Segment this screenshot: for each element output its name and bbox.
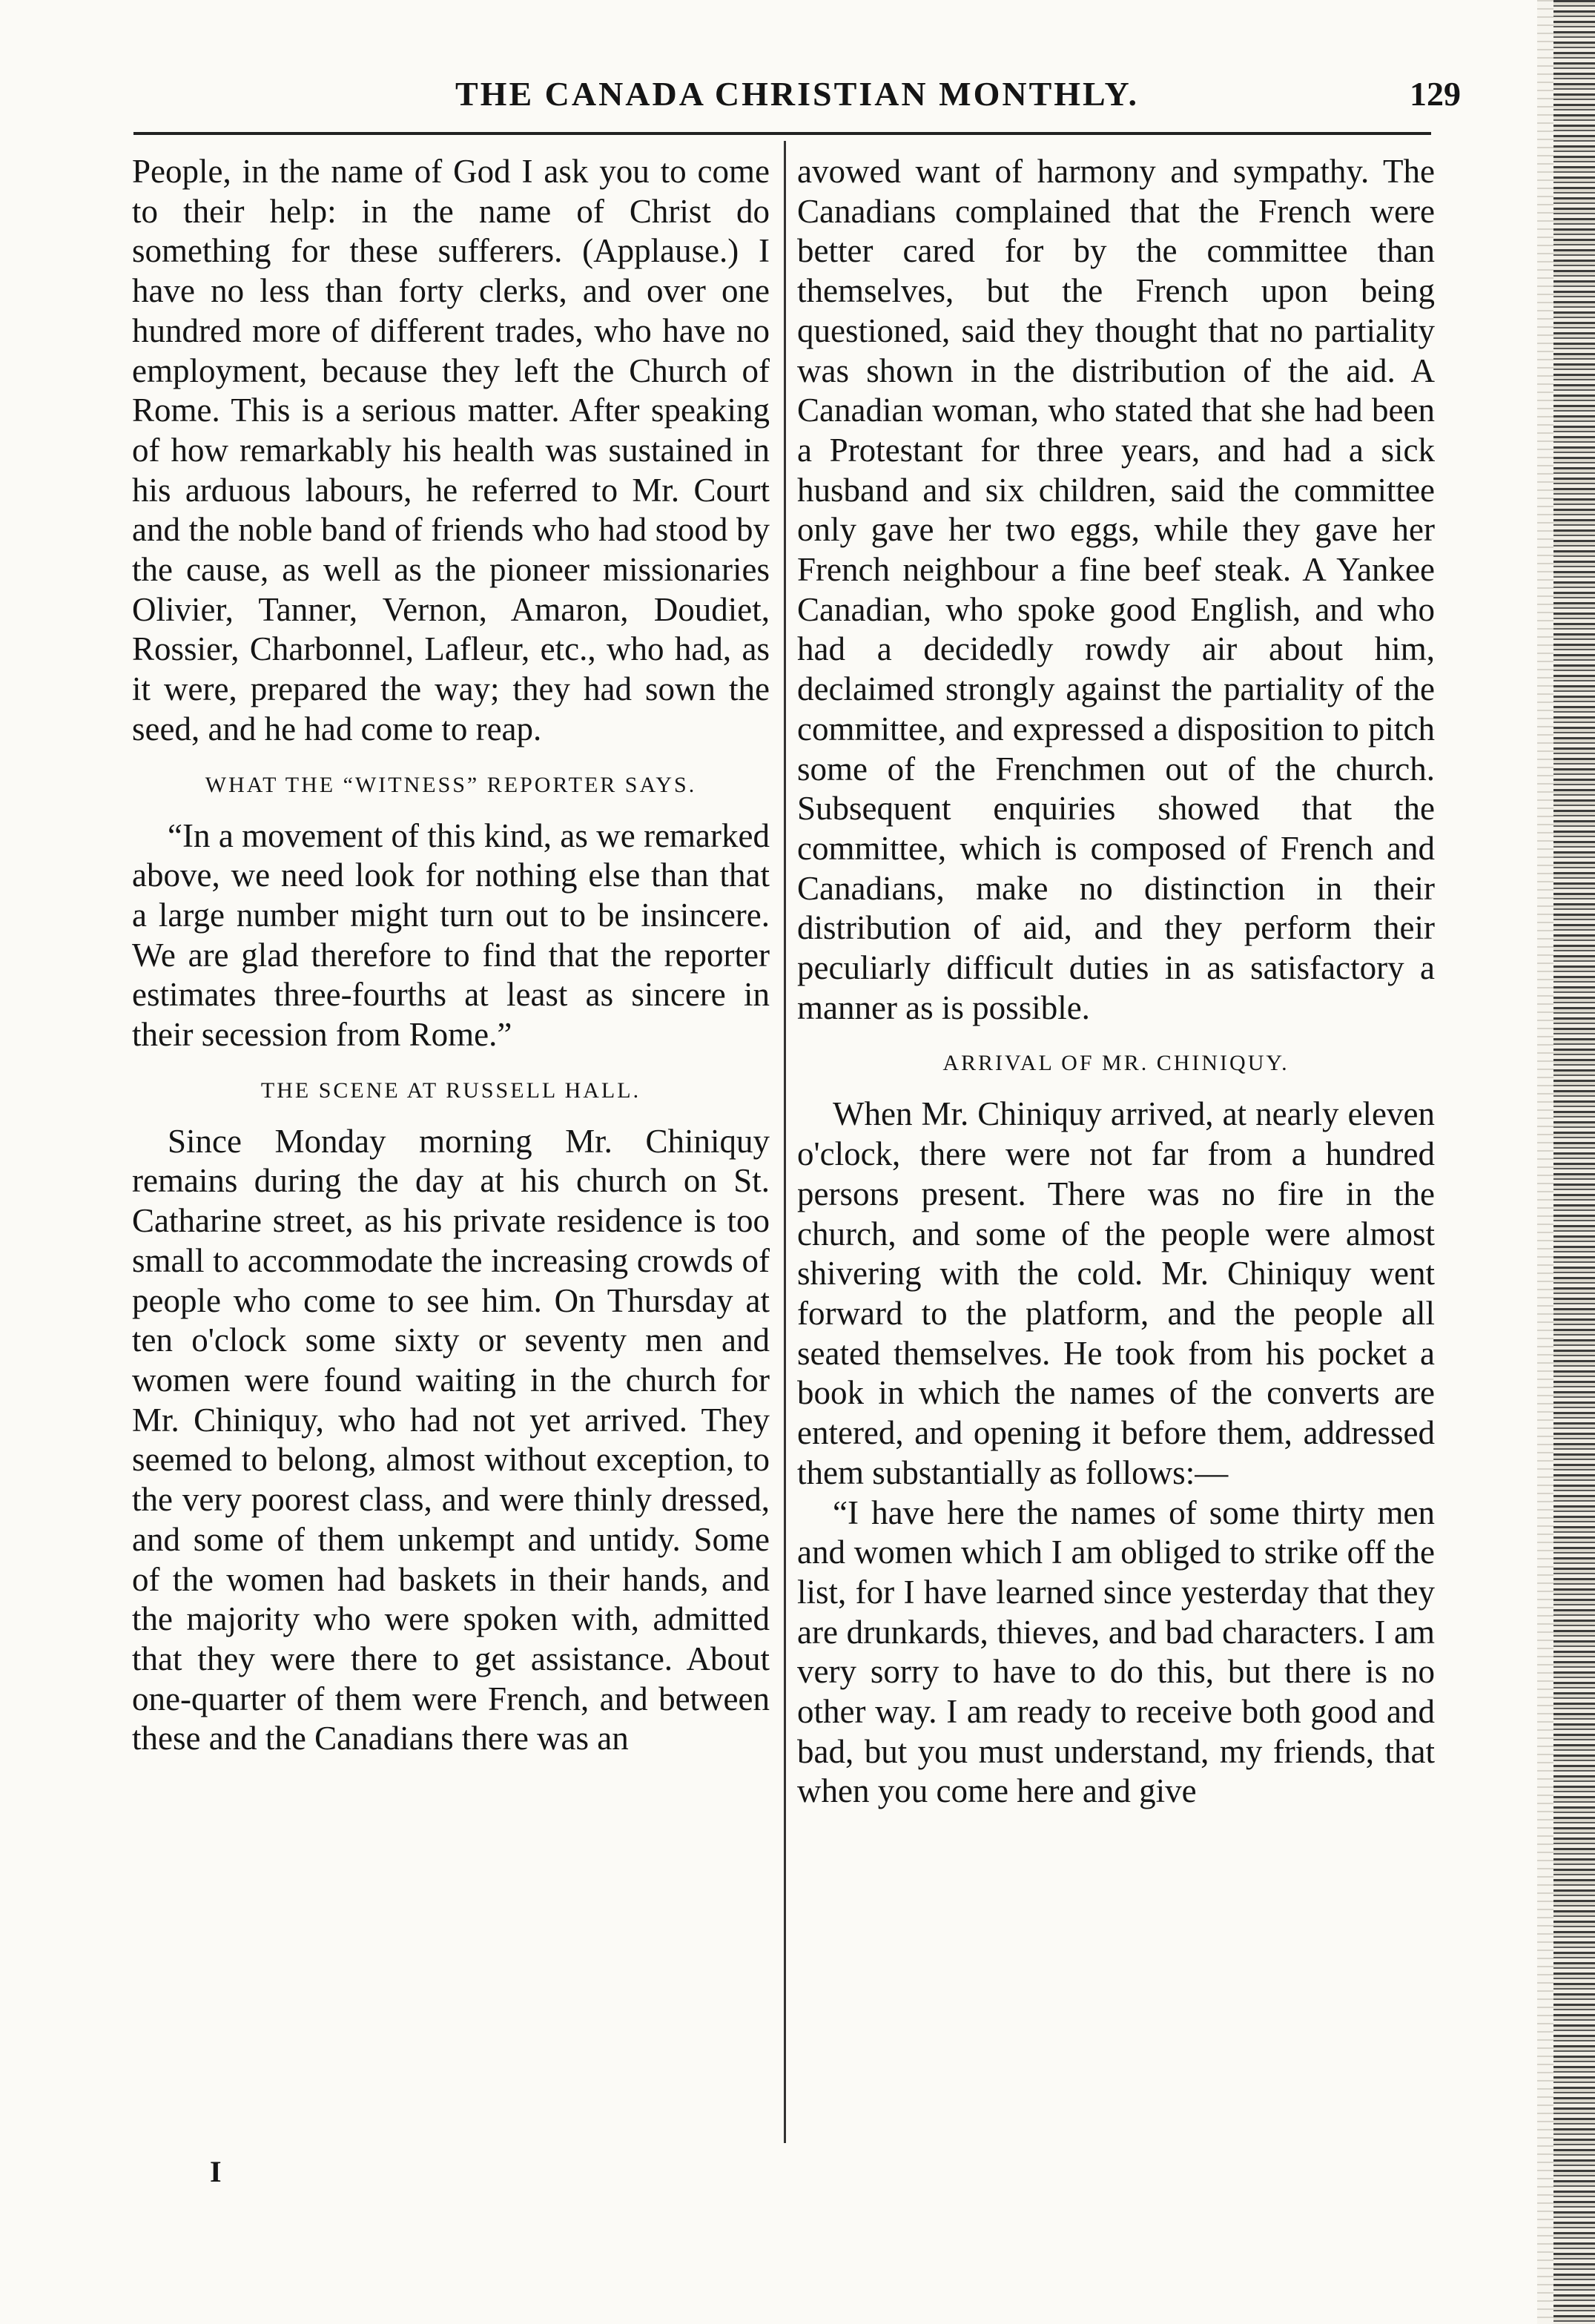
- running-title: THE CANADA CHRISTIAN MONTHLY.: [455, 75, 1139, 113]
- left-column: [132, 152, 770, 1759]
- paragraph: People, in the name of God I ask you to come to their help: in the name of Christ do something for these sufferers. (Applause.) I have no less than forty clerks, and over one hundred more of different trades, who have no employment, because they left the Church of Rome. This is a serious matter. After speaking of how remarkably his health was sustained in his arduous labours, he referred to Mr. Court and the noble band of friends who had stood by the cause, as well as the pioneer missionaries Olivier, Tanner, Vernon, Amaron, Doudiet, Rossier, Charbonnel, Lafleur, etc., who had, as it were, prepared the way; they had sown the seed, and he had come to reap.: [132, 153, 770, 747]
- page-header: [133, 74, 1461, 133]
- section-heading: ARRIVAL OF MR. CHINIQUY.: [942, 1051, 1289, 1076]
- section-heading: THE SCENE AT RUSSELL HALL.: [260, 1077, 641, 1103]
- paragraph: When Mr. Chiniquy arrived, at nearly eleven o'clock, there were not far from a hundred persons present. There was no fire in the church, and some of the people were almost shivering with the cold. Mr. Chiniquy went forward to the platform, and the people all seated themselves. He took from his pocket a book in which the names of the converts are entered, and opening it before them, addressed them substantially as follows:—: [797, 1095, 1435, 1491]
- header-rule: [133, 132, 1431, 135]
- signature-mark: I: [210, 2155, 222, 2188]
- page-number: 129: [1410, 75, 1461, 113]
- paragraph: “In a movement of this kind, as we remarked above, we need look for nothing else than that a large number might turn out to be insincere. We are glad therefore to find that the reporter estimates three-fourths at least as sincere in their secession from Rome.”: [132, 816, 770, 1054]
- right-column: [797, 152, 1435, 1812]
- paragraph: avowed want of harmony and sympathy. The Canadians complained that the French were better cared for by the committee than themselves, but the French upon being questioned, said they thought that no partiality was shown in the distribution of the aid. A Canadian woman, who stated that she had been a Protestant for three years, and had a sick husband and six children, said the committee only gave her two eggs, while they gave her French neighbour a fine beef steak. A Yankee Canadian, who spoke good English, and who had a decidedly rowdy air about him, declaimed strongly against the partiality of the committee, and expressed a disposition to pitch some of the Frenchmen out of the church. Subsequent enquiries showed that the committee, which is composed of French and Canadians, make no distinction in their distribution of aid, and they perform their peculiarly difficult duties in as satisfactory a manner as is possible.: [797, 153, 1435, 1026]
- section-heading: WHAT THE “WITNESS” REPORTER SAYS.: [205, 772, 697, 797]
- column-divider: [784, 141, 786, 2143]
- page-edge-shadow: [1537, 0, 1553, 2324]
- page-edge-binding: [1553, 0, 1595, 2324]
- paragraph: “I have here the names of some thirty men and women which I am obliged to strike off the list, for I have learned since yesterday that they are drunkards, thieves, and bad characters. I am very sorry to have to do this, but there is no other way. I am ready to receive both good and bad, but you must understand, my friends, that when you come here and give: [797, 1493, 1435, 1810]
- paragraph: Since Monday morning Mr. Chiniquy remains during the day at his church on St. Catharine street, as his private residence is too small to accommodate the increasing crowds of people who come to see him. On Thursday at ten o'clock some sixty or seventy men and women were found waiting in the church for Mr. Chiniquy, who had not yet arrived. They seemed to belong, almost without exception, to the very poorest class, and were thinly dressed, and some of them unkempt and untidy. Some of the women had baskets in their hands, and the majority who were spoken with, admitted that they were there to get assistance. About one-quarter of them were French, and between these and the Canadians there was an: [132, 1122, 770, 1757]
